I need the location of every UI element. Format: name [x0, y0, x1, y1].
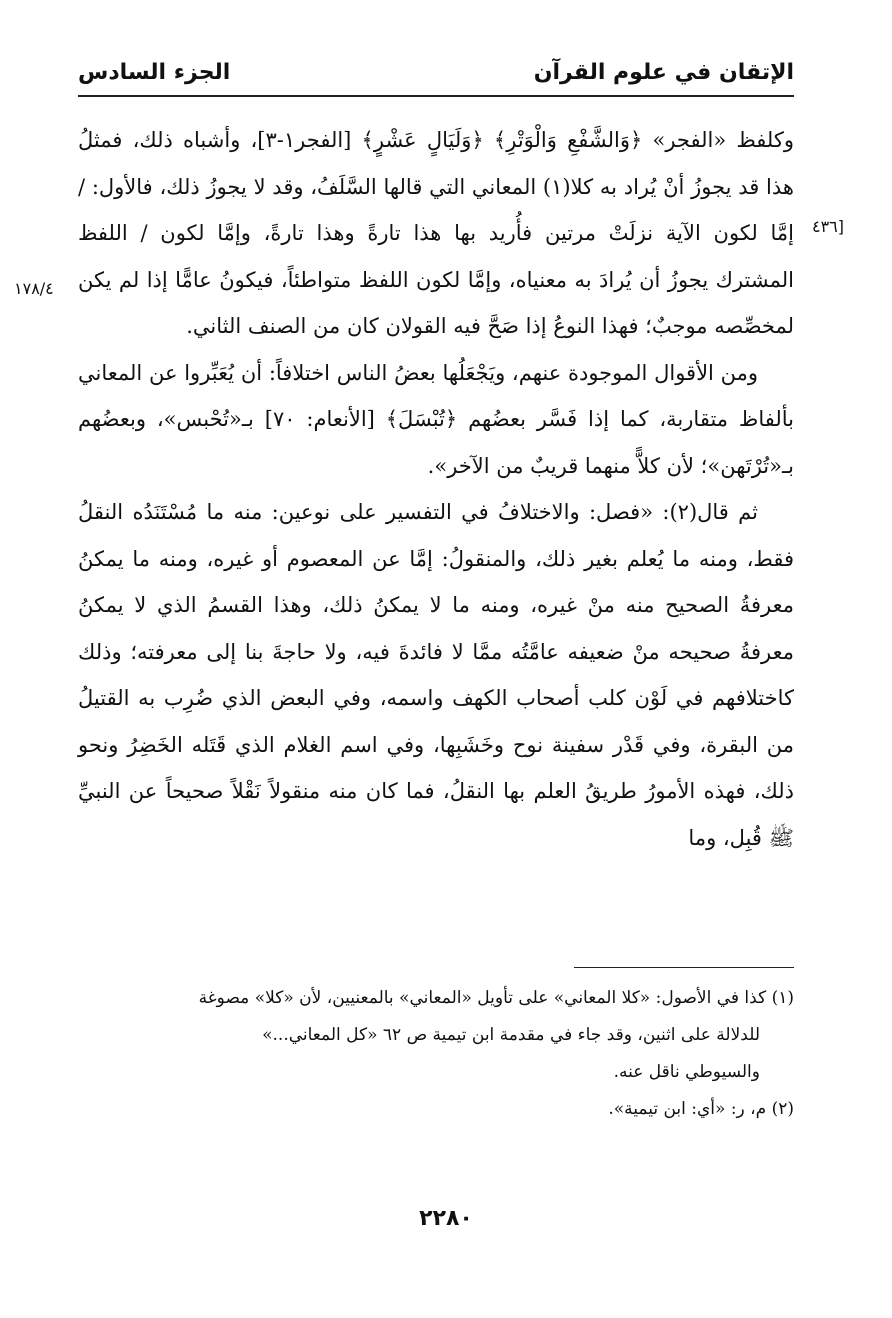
- margin-reference-left: ١٧٨/٤: [14, 279, 54, 298]
- margin-reference-right: [٤٣٦: [811, 217, 844, 236]
- footnote-1-line-1: (١) كذا في الأصول: «كلا المعاني» على تأويل «المعاني» بالمعنيين، لأن «كلا» مصوغة: [198, 988, 794, 1008]
- footnote-1-line-3: والسيوطي ناقل عنه.: [613, 1062, 760, 1082]
- volume-label: الجزء السادس: [78, 59, 231, 85]
- running-header: [78, 50, 794, 94]
- main-text: [78, 117, 794, 861]
- footnote-1-line-2: للدلالة على اثنين، وقد جاء في مقدمة ابن تيمية ص ٦٢ «كل المعاني...»: [262, 1025, 760, 1045]
- footnotes: [78, 980, 794, 1128]
- paragraph-2: ومن الأقوال الموجودة عنهم، ويَجْعَلُها بعضُ الناس اختلافاً: أن يُعَبِّروا عن المعاني بألفاظ متقاربة، كما إذا فَسَّر بعضُهم ﴿تُبْسَلَ﴾ [الأنعام: ٧٠] بـ«تُحْبس»، وبعضُهم بـ«تُرْتَهن»؛ لأن كلاًّ منهما قريبٌ من الآخر».: [78, 360, 794, 478]
- footnote-divider: [574, 967, 794, 968]
- paragraph-3: ثم قال(٢): «فصل: والاختلافُ في التفسير على نوعين: منه ما مُسْتَنَدُه النقلُ فقط، ومنه ما يُعلم بغير ذلك، والمنقولُ: إمَّا عن المعصوم أو غيره، ومنه ما يمكنُ معرفةُ الصحيح منه منْ غيره، ومنه ما لا يمكنُ ذلك، وهذا القسمُ الذي لا يمكنُ معرفةُ صحيحه منْ ضعيفه عامَّتُه ممَّا لا فائدةَ فيه، ولا حاجةَ بنا إلى معرفته؛ وذلك كاختلافهم في لَوْن كلب أصحاب الكهف واسمه، وفي البعض الذي ضُرِب به القتيلُ من البقرة، وفي قَدْر سفينة نوح وخَشَبِها، وفي اسم الغلام الذي قَتَله الخَضِرُ ونحو ذلك، فهذه الأمورُ طريقُ العلم بها النقلُ، فما كان منه منقولاً نَقْلاً صحيحاً عن النبيِّ ﷺ قُبِل، وما: [78, 500, 794, 850]
- header-divider: [78, 95, 794, 97]
- footnote-2: (٢) م، ر: «أي: ابن تيمية».: [608, 1099, 794, 1119]
- page-number: ٢٢٨٠: [419, 1206, 473, 1231]
- paragraph-1: وكلفظ «الفجر» ﴿وَالشَّفْعِ وَالْوَتْرِ﴾ ﴿وَلَيَالٍ عَشْرٍ﴾ [الفجر١-٣]، وأشباه ذلك، فمثلُ هذا قد يجوزُ أنْ يُراد به كلا(١) المعاني التي قالها السَّلَفُ، وقد لا يجوزُ ذلك، فالأول: / إمَّا لكون الآية نزلَتْ مرتين فأُريد بها هذا تارةً وهذا تارةً، وإمَّا لكون / اللفظ المشترك يجوزُ أن يُرادَ به معنياه، وإمَّا لكون اللفظ متواطئاً، فيكونُ عامًّا إذا لم يكن لمخصِّصه موجبٌ؛ فهذا النوعُ إذا صَحَّ فيه القولان كان من الصنف الثاني.: [78, 128, 795, 338]
- book-title: الإتقان في علوم القرآن: [533, 59, 794, 85]
